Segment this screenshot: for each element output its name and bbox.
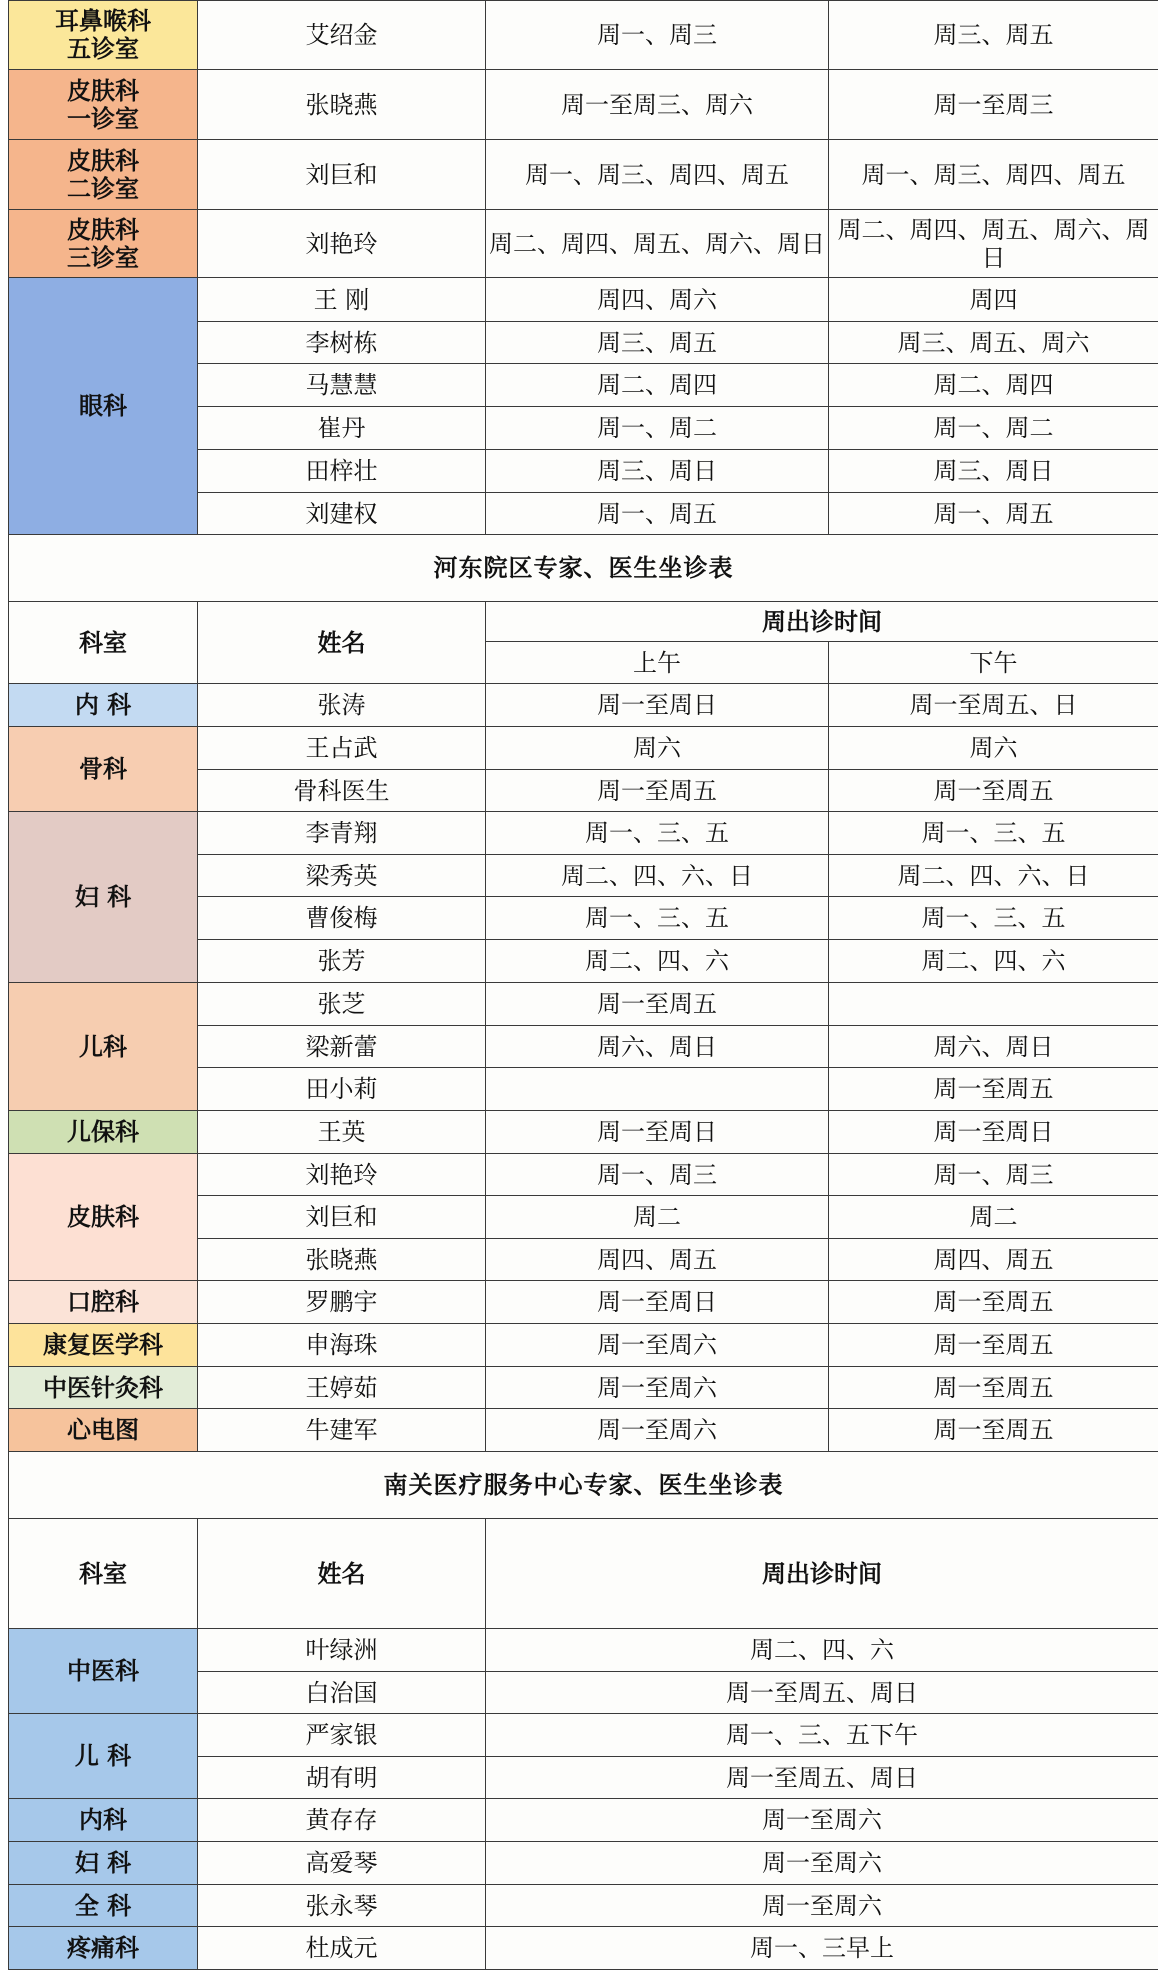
doctor-name: 王婷茹	[198, 1367, 486, 1409]
dept-cell: 内科	[9, 1799, 198, 1842]
doctor-name: 刘艳玲	[198, 210, 486, 278]
pm-schedule: 周一至周五	[829, 1068, 1158, 1111]
am-schedule: 周二、四、六	[486, 940, 829, 983]
doctor-name: 叶绿洲	[198, 1629, 486, 1672]
pm-schedule: 周二、四、六、日	[829, 855, 1158, 897]
weekly-schedule: 周一至周五、周日	[486, 1672, 1158, 1714]
doctor-name: 曹俊梅	[198, 897, 486, 940]
header-time: 周出诊时间	[486, 602, 1158, 642]
am-schedule: 周一至周日	[486, 1111, 829, 1154]
am-schedule: 周一至周六	[486, 1324, 829, 1367]
weekly-schedule: 周一至周五、周日	[486, 1757, 1158, 1799]
doctor-name: 田梓壮	[198, 450, 486, 493]
am-schedule: 周一至周五	[486, 983, 829, 1026]
doctor-name: 骨科医生	[198, 770, 486, 812]
pm-schedule: 周一、三、五	[829, 812, 1158, 855]
pm-schedule: 周四	[829, 278, 1158, 322]
pm-schedule: 周一、周五	[829, 493, 1158, 535]
doctor-name: 张永琴	[198, 1885, 486, 1927]
pm-schedule: 周三、周日	[829, 450, 1158, 493]
pm-schedule: 周六、周日	[829, 1026, 1158, 1068]
am-schedule: 周一、周三	[486, 1, 829, 70]
am-schedule: 周四、周五	[486, 1239, 829, 1281]
pm-schedule: 周一至周五	[829, 1409, 1158, 1452]
dept-cell: 中医针灸科	[9, 1367, 198, 1409]
doctor-name: 张芝	[198, 983, 486, 1026]
header-am: 上午	[486, 642, 829, 684]
doctor-name: 杜成元	[198, 1927, 486, 1970]
dept-cell: 妇 科	[9, 812, 198, 983]
am-schedule: 周一至周六	[486, 1367, 829, 1409]
dept-cell: 口腔科	[9, 1281, 198, 1324]
header-name: 姓名	[198, 602, 486, 684]
doctor-name: 刘艳玲	[198, 1154, 486, 1196]
dept-cell: 皮肤科	[9, 1154, 198, 1281]
doctor-name: 梁秀英	[198, 855, 486, 897]
am-schedule: 周二、四、六、日	[486, 855, 829, 897]
pm-schedule: 周一、周三	[829, 1154, 1158, 1196]
doctor-name: 严家银	[198, 1714, 486, 1757]
am-schedule: 周一至周日	[486, 684, 829, 727]
doctor-name: 黄存存	[198, 1799, 486, 1842]
header-name: 姓名	[198, 1519, 486, 1629]
am-schedule: 周三、周日	[486, 450, 829, 493]
pm-schedule: 周一至周五	[829, 770, 1158, 812]
doctor-name: 艾绍金	[198, 1, 486, 70]
doctor-name: 崔丹	[198, 407, 486, 450]
doctor-name: 张芳	[198, 940, 486, 983]
section-title-nanguan: 南关医疗服务中心专家、医生坐诊表	[9, 1452, 1158, 1519]
pm-schedule: 周一至周五、日	[829, 684, 1158, 727]
am-schedule: 周一、周五	[486, 493, 829, 535]
doctor-name: 张晓燕	[198, 1239, 486, 1281]
dept-cell: 内 科	[9, 684, 198, 727]
pm-schedule: 周一至周五	[829, 1324, 1158, 1367]
doctor-name: 刘建权	[198, 493, 486, 535]
dept-cell: 妇 科	[9, 1842, 198, 1885]
doctor-name: 刘巨和	[198, 140, 486, 210]
header-dept: 科室	[9, 1519, 198, 1629]
am-schedule: 周二、周四	[486, 364, 829, 407]
am-schedule: 周一、三、五	[486, 812, 829, 855]
doctor-name: 马慧慧	[198, 364, 486, 407]
weekly-schedule: 周一、三、五下午	[486, 1714, 1158, 1757]
am-schedule: 周六、周日	[486, 1026, 829, 1068]
doctor-name: 申海珠	[198, 1324, 486, 1367]
dept-cell: 全 科	[9, 1885, 198, 1927]
pm-schedule: 周一、周二	[829, 407, 1158, 450]
pm-schedule	[829, 983, 1158, 1026]
doctor-name: 张涛	[198, 684, 486, 727]
dept-cell: 皮肤科 二诊室	[9, 140, 198, 210]
doctor-name: 牛建军	[198, 1409, 486, 1452]
pm-schedule: 周二	[829, 1196, 1158, 1239]
pm-schedule: 周一至周日	[829, 1111, 1158, 1154]
doctor-name: 胡有明	[198, 1757, 486, 1799]
pm-schedule: 周一至周五	[829, 1367, 1158, 1409]
dept-cell: 皮肤科 一诊室	[9, 70, 198, 140]
weekly-schedule: 周一至周六	[486, 1842, 1158, 1885]
doctor-name: 罗鹏宇	[198, 1281, 486, 1324]
am-schedule: 周一、周三、周四、周五	[486, 140, 829, 210]
am-schedule: 周四、周六	[486, 278, 829, 322]
doctor-name: 高爱琴	[198, 1842, 486, 1885]
am-schedule: 周一至周三、周六	[486, 70, 829, 140]
am-schedule: 周一至周五	[486, 770, 829, 812]
pm-schedule: 周一至周五	[829, 1281, 1158, 1324]
doctor-name: 田小莉	[198, 1068, 486, 1111]
header-dept: 科室	[9, 602, 198, 684]
pm-schedule: 周三、周五、周六	[829, 322, 1158, 364]
doctor-name: 王英	[198, 1111, 486, 1154]
doctor-name: 李树栋	[198, 322, 486, 364]
weekly-schedule: 周一至周六	[486, 1799, 1158, 1842]
pm-schedule: 周三、周五	[829, 1, 1158, 70]
doctor-name: 王 刚	[198, 278, 486, 322]
pm-schedule: 周二、四、六	[829, 940, 1158, 983]
dept-cell: 儿科	[9, 983, 198, 1111]
dept-cell: 疼痛科	[9, 1927, 198, 1970]
pm-schedule: 周四、周五	[829, 1239, 1158, 1281]
pm-schedule: 周一、三、五	[829, 897, 1158, 940]
schedule-table	[8, 0, 1158, 1970]
doctor-name: 张晓燕	[198, 70, 486, 140]
doctor-name: 王占武	[198, 727, 486, 770]
pm-schedule: 周二、周四、周五、周六、周日	[829, 210, 1158, 278]
am-schedule: 周一、三、五	[486, 897, 829, 940]
dept-cell-eye: 眼科	[9, 278, 198, 535]
dept-cell: 骨科	[9, 727, 198, 812]
am-schedule	[486, 1068, 829, 1111]
section-title-hedong: 河东院区专家、医生坐诊表	[9, 535, 1158, 602]
pm-schedule: 周六	[829, 727, 1158, 770]
am-schedule: 周一至周六	[486, 1409, 829, 1452]
dept-cell: 心电图	[9, 1409, 198, 1452]
doctor-name: 刘巨和	[198, 1196, 486, 1239]
weekly-schedule: 周一至周六	[486, 1885, 1158, 1927]
dept-cell: 皮肤科 三诊室	[9, 210, 198, 278]
doctor-name: 李青翔	[198, 812, 486, 855]
am-schedule: 周二	[486, 1196, 829, 1239]
am-schedule: 周一、周三	[486, 1154, 829, 1196]
am-schedule: 周六	[486, 727, 829, 770]
header-pm: 下午	[829, 642, 1158, 684]
weekly-schedule: 周二、四、六	[486, 1629, 1158, 1672]
am-schedule: 周一至周日	[486, 1281, 829, 1324]
pm-schedule: 周一至周三	[829, 70, 1158, 140]
am-schedule: 周二、周四、周五、周六、周日	[486, 210, 829, 278]
dept-cell: 儿保科	[9, 1111, 198, 1154]
doctor-name: 白治国	[198, 1672, 486, 1714]
dept-cell: 耳鼻喉科 五诊室	[9, 1, 198, 70]
am-schedule: 周一、周二	[486, 407, 829, 450]
am-schedule: 周三、周五	[486, 322, 829, 364]
dept-cell: 中医科	[9, 1629, 198, 1714]
pm-schedule: 周一、周三、周四、周五	[829, 140, 1158, 210]
pm-schedule: 周二、周四	[829, 364, 1158, 407]
weekly-schedule: 周一、三早上	[486, 1927, 1158, 1970]
header-time: 周出诊时间	[486, 1519, 1158, 1629]
dept-cell: 康复医学科	[9, 1324, 198, 1367]
dept-cell: 儿 科	[9, 1714, 198, 1799]
doctor-name: 梁新蕾	[198, 1026, 486, 1068]
